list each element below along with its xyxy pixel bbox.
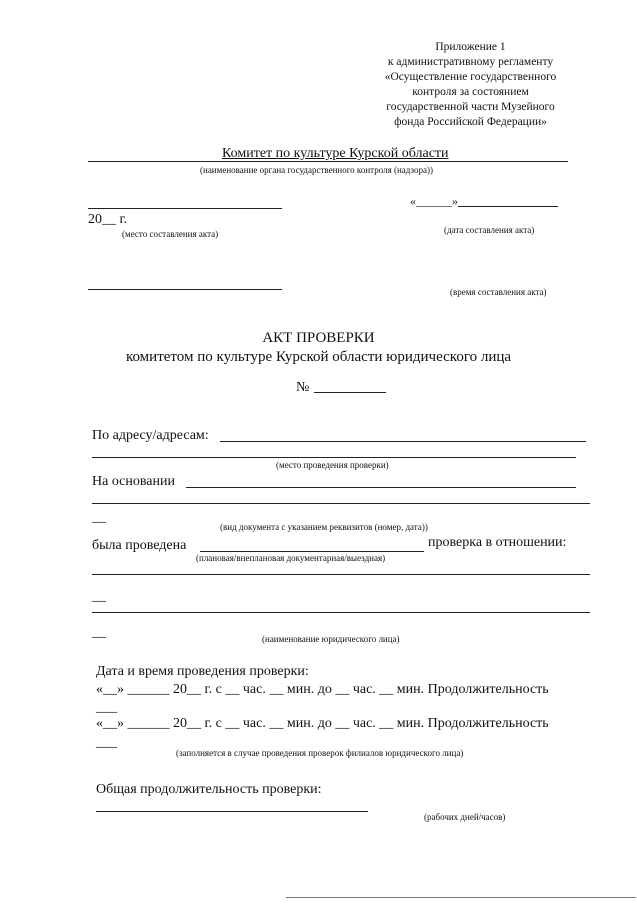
place-caption: (место составления акта)	[122, 229, 219, 239]
datetime-dash-1: ___	[96, 700, 117, 715]
act-number-label: №	[296, 380, 310, 395]
date-placeholder: «______»	[410, 194, 458, 208]
datetime-row-2: «__» ______ 20__ г. с __ час. __ мин. до __ час. __ мин. Продолжительность	[96, 716, 549, 731]
appendix-line: государственной части Музейного	[386, 101, 555, 113]
appendix-line: фонда Российской Федерации»	[394, 116, 547, 128]
act-subtitle: комитетом по культуре Курской области юридического лица	[125, 349, 512, 365]
entity-dash-1: __	[92, 589, 106, 604]
appendix-line: контроля за состоянием	[412, 86, 529, 98]
appendix-line: Приложение 1	[435, 41, 506, 53]
datetime-row-1: «__» ______ 20__ г. с __ час. __ мин. до __ час. __ мин. Продолжительность	[96, 682, 549, 697]
datetime-label: Дата и время проведения проверки:	[96, 664, 309, 679]
basis-line-1	[186, 487, 576, 488]
datetime-dash-2: ___	[96, 735, 117, 750]
entity-line-2	[92, 612, 590, 613]
basis-line-2	[92, 503, 590, 504]
total-caption: (рабочих дней/часов)	[424, 812, 506, 822]
organ-caption: (наименование органа государственного контроля (надзора))	[200, 165, 433, 175]
date-caption: (дата составления акта)	[444, 225, 535, 235]
address-line-2	[92, 457, 576, 458]
conducted-label: была проведена	[92, 538, 187, 553]
scan-edge-line	[286, 897, 636, 898]
appendix-line: к административному регламенту	[387, 56, 554, 68]
basis-dash: __	[92, 510, 106, 525]
basis-label: На основании	[92, 474, 175, 489]
act-number-line	[314, 392, 386, 393]
year-prefix: 20__ г.	[88, 212, 128, 227]
organ-name: Комитет по культуре Курской области	[222, 146, 449, 161]
entity-dash-2: __	[92, 625, 106, 640]
entity-caption: (наименование юридического лица)	[262, 634, 400, 644]
branch-caption: (заполняется в случае проведения проверок филиалов юридического лица)	[176, 748, 464, 758]
appendix-block	[368, 40, 573, 130]
time-caption: (время составления акта)	[450, 287, 547, 297]
date-line	[458, 206, 558, 207]
time-line	[88, 289, 282, 290]
address-line-1	[220, 441, 586, 442]
place-line	[88, 208, 282, 209]
address-caption: (место проведения проверки)	[276, 460, 389, 470]
address-label: По адресу/адресам:	[92, 428, 209, 443]
appendix-line: «Осуществление государственного	[384, 71, 557, 83]
conducted-line	[200, 551, 424, 552]
conducted-caption: (плановая/внеплановая документарная/выездная)	[196, 553, 386, 563]
total-line	[96, 811, 368, 812]
basis-caption: (вид документа с указанием реквизитов (номер, дата))	[220, 522, 428, 532]
act-title: АКТ ПРОВЕРКИ	[262, 330, 375, 346]
conducted-suffix: проверка в отношении:	[428, 535, 567, 550]
total-label: Общая продолжительность проверки:	[96, 782, 322, 797]
entity-line-1	[92, 574, 590, 575]
